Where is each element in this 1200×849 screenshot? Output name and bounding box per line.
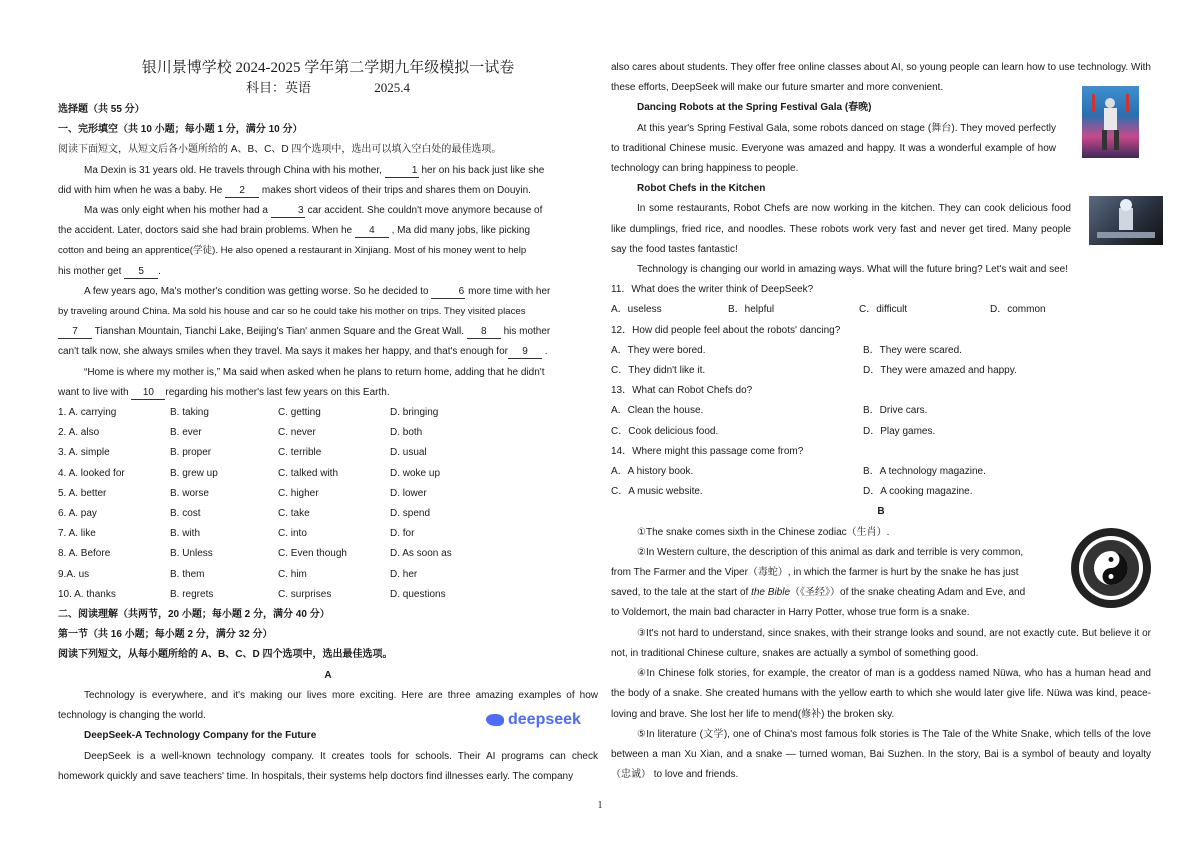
cloze-paragraph: [58, 221, 598, 241]
option-choice[interactable]: B. grew up: [170, 467, 218, 479]
option-choice[interactable]: C. surprises: [278, 588, 332, 600]
bible-title: the Bible: [751, 587, 791, 599]
right-column: [611, 58, 1151, 785]
blank-10: 10: [131, 387, 165, 400]
q12-option-b[interactable]: B．They were scared.: [863, 344, 962, 356]
option-choice[interactable]: 7. A. like: [58, 528, 96, 540]
q11-option-b[interactable]: B．helpful: [728, 304, 775, 316]
q12-option-c[interactable]: C．They didn't like it.: [611, 365, 706, 377]
cloze-paragraph: [58, 181, 598, 201]
blank-6: 6: [431, 286, 465, 299]
reading-instructions: 阅读下列短文，从每小题所给的 A、B、C、D 四个选项中，选出最佳选项。: [58, 649, 393, 661]
cloze-paragraph: cotton and being an apprentice(学徒). He also opened a restaurant in Xinjiang. Most of his money went to help: [58, 245, 527, 257]
deepseek-logo: [486, 711, 581, 729]
subject-label: 科目：英语: [245, 80, 311, 95]
robot-chef-photo: [1089, 196, 1163, 245]
q14-option-b[interactable]: B．A technology magazine.: [863, 466, 986, 478]
cloze-options: [58, 403, 598, 605]
cloze-paragraph: [58, 322, 598, 342]
q13-option-d[interactable]: D．Play games.: [863, 425, 936, 437]
passage-b-p2: to Voldemort, the main bad character in Harry Potter, whose true form is a snake.: [611, 607, 970, 619]
cloze-paragraph: [58, 282, 598, 302]
logo-text: deepseek: [508, 711, 581, 728]
option-choice[interactable]: C. into: [278, 528, 307, 540]
option-choice[interactable]: B. cost: [170, 508, 201, 520]
blank-2: 2: [225, 185, 259, 198]
q14-options: [611, 462, 1151, 502]
q11-option-d[interactable]: D．common: [990, 304, 1046, 316]
chefs-title: Robot Chefs in the Kitchen: [637, 183, 766, 195]
option-choice[interactable]: 1. A. carrying: [58, 407, 117, 419]
blank-8: 8: [467, 326, 501, 339]
exam-date: 2025.4: [374, 80, 410, 95]
text: regarding his mother's last few years on this Earth.: [165, 386, 390, 398]
text: .: [158, 265, 161, 277]
option-choice[interactable]: C. talked with: [278, 467, 339, 479]
passage-a-intro: Technology is everywhere, and it's making our lives more exciting. Here are three amazing examples of how technology is changing the world.: [58, 689, 598, 722]
passage-b-p2: ②In Western culture, the description of this animal as dark and terrible is very common,: [637, 546, 1024, 558]
blank-1: 1: [385, 165, 419, 178]
option-choice[interactable]: B. worse: [170, 487, 209, 499]
cloze-paragraph: [58, 201, 598, 221]
option-choice[interactable]: D. both: [390, 427, 423, 439]
option-choice[interactable]: B. proper: [170, 447, 212, 459]
option-choice[interactable]: 4. A. looked for: [58, 467, 125, 479]
q12-option-d[interactable]: D．They were amazed and happy.: [863, 365, 1017, 377]
exam-title: 银川景博学校 2024-2025 学年第二学期九年级模拟一试卷: [141, 60, 515, 76]
cloze-paragraph: [58, 342, 598, 362]
question-12: 12．How did people feel about the robots' dancing?: [611, 324, 841, 336]
option-row: [58, 403, 598, 423]
option-choice[interactable]: 3. A. simple: [58, 447, 110, 459]
deepseek-text-cont: also cares about students. They offer free online classes about AI, so young people can learn how to use technology. With these efforts, DeepSeek will make our future smarter and more convenient.: [611, 62, 1151, 94]
option-choice[interactable]: C. take: [278, 508, 310, 520]
text: want to live with: [58, 386, 129, 398]
text: A few years ago, Ma's mother's condition was getting worse. So he decided to: [84, 285, 429, 297]
cloze-paragraph: “Home is where my mother is,” Ma said when asked when he plans to return home, adding that he didn't: [84, 366, 545, 378]
q12-options: [611, 341, 1151, 381]
option-choice[interactable]: D. usual: [390, 447, 427, 459]
dancing-robots-photo: [1082, 86, 1139, 158]
cloze-instructions: 阅读下面短文，从短文后各小题所给的 A、B、C、D 四个选项中，选出可以填入空白处的最佳选项。: [58, 144, 502, 156]
option-choice[interactable]: 6. A. pay: [58, 508, 97, 520]
passage-b-label: B: [877, 506, 885, 518]
text: .: [544, 346, 548, 358]
blank-4: 4: [355, 225, 389, 238]
option-row: [58, 443, 598, 463]
passage-b-p3: ③It's not hard to understand, since snakes, with their strange looks and sound, are not exactly cute. But believe it or not, in traditional Chinese culture, snakes are actually a symbol of something good.: [611, 627, 1151, 659]
whale-icon: [486, 714, 504, 726]
option-choice[interactable]: D. for: [390, 528, 415, 540]
reading-section-title: 二、阅读理解（共两节，20 小题；每小题 2 分，满分 40 分）: [58, 609, 330, 621]
cloze-paragraph: [58, 262, 598, 282]
option-choice[interactable]: B. them: [170, 568, 205, 580]
cloze-paragraph: [58, 383, 598, 403]
blank-3: 3: [271, 205, 305, 218]
text: his mother: [503, 326, 551, 338]
text: did with him when he was a baby. He: [58, 184, 223, 196]
question-13: 13．What can Robot Chefs do?: [611, 385, 753, 397]
q11-option-a[interactable]: A．useless: [611, 304, 662, 316]
deepseek-title: DeepSeek-A Technology Company for the Future: [84, 730, 317, 742]
text: , Ma did many jobs, like picking: [391, 225, 531, 237]
text: more time with her: [468, 285, 551, 297]
q13-option-a[interactable]: A．Clean the house.: [611, 405, 704, 417]
option-choice[interactable]: B. ever: [170, 427, 202, 439]
exam-subtitle: [58, 78, 598, 98]
option-choice[interactable]: D. As soon as: [390, 548, 452, 560]
robots-text: At this year's Spring Festival Gala, some robots danced on stage (舞台). They moved perfectly to traditional Chinese music. Everyone was amazed and happy. It was a wonderful example of how technology can bring happiness to people.: [611, 122, 1056, 175]
option-choice[interactable]: C. terrible: [278, 447, 322, 459]
robot-arm-icon: [1089, 196, 1163, 245]
passage-b-p5: ⑤In literature (文学), one of China's most famous folk stories is The Tale of the White Snake, which tells of the love between a man Xu Xian, and a snake — turned woman, Bai Suzhen. In the story, Bai is a symbol of beauty and loyalty（忠诚） to love and friends.: [611, 728, 1151, 781]
text: Ma Dexin is 31 years old. He travels through China with his mother,: [84, 164, 382, 176]
option-row: [58, 524, 598, 544]
option-row: [58, 423, 598, 443]
text: can't talk now, she always smiles when they travel. Ma says it makes her happy, and that's enough for: [58, 346, 508, 358]
option-row: [58, 464, 598, 484]
cloze-paragraph: [58, 161, 598, 181]
question-14: 14．Where might this passage come from?: [611, 445, 804, 457]
option-row: [58, 565, 598, 585]
q14-option-a[interactable]: A．A history book.: [611, 466, 694, 478]
option-choice[interactable]: D. questions: [390, 588, 446, 600]
q13-option-b[interactable]: B．Drive cars.: [863, 405, 928, 417]
option-choice[interactable]: D. bringing: [390, 407, 439, 419]
text: Ma was only eight when his mother had a: [84, 205, 268, 217]
option-choice[interactable]: 8. A. Before: [58, 548, 111, 560]
option-choice[interactable]: B. with: [170, 528, 201, 540]
q12-option-a[interactable]: A．They were bored.: [611, 344, 706, 356]
option-row: [58, 585, 598, 605]
text: car accident. She couldn't move anymore because of: [307, 205, 543, 217]
q13-option-c[interactable]: C．Cook delicious food.: [611, 425, 719, 437]
option-choice[interactable]: 2. A. also: [58, 427, 100, 439]
text: her on his back just like she: [421, 164, 545, 176]
option-choice[interactable]: 10. A. thanks: [58, 588, 116, 600]
passage-b-p2: from The Farmer and the Viper（毒蛇）, in which the farmer is hurt by the snake he has just: [611, 567, 1019, 579]
q14-option-d[interactable]: D．A cooking magazine.: [863, 486, 973, 498]
text: makes short videos of their trips and shares them on Douyin.: [261, 184, 531, 196]
closing-text: Technology is changing our world in amazing ways. What will the future bring? Let's wait and see!: [637, 264, 1069, 276]
cloze-section-title: 一、完形填空（共 10 小题；每小题 1 分，满分 10 分）: [58, 124, 303, 136]
option-row: [58, 484, 598, 504]
reading-sub-title: 第一节（共 16 小题；每小题 2 分，满分 32 分）: [58, 629, 273, 641]
blank-7: 7: [58, 326, 92, 339]
option-choice[interactable]: C. higher: [278, 487, 319, 499]
blank-9: 9: [508, 346, 542, 359]
option-choice[interactable]: C. never: [278, 427, 316, 439]
chefs-text: In some restaurants, Robot Chefs are now working in the kitchen. They can cook delicious food like dumplings, fried rice, and noodles. These robots work very fast and never get tired. Many people say the food tastes fantastic!: [611, 203, 1071, 255]
option-choice[interactable]: C. getting: [278, 407, 321, 419]
option-choice[interactable]: D. spend: [390, 508, 431, 520]
option-choice[interactable]: C. him: [278, 568, 307, 580]
cloze-paragraph: by traveling around China. Ma sold his house and car so he could take his mother on trips. They visited places: [58, 306, 526, 318]
zodiac-wheel-icon: [1070, 527, 1152, 609]
q14-option-c[interactable]: C．A music website.: [611, 486, 703, 498]
text: saved, to the tale at the start of: [611, 587, 749, 599]
option-choice[interactable]: B. regrets: [170, 588, 214, 600]
blank-5: 5: [124, 266, 158, 279]
q11-option-c[interactable]: C．difficult: [859, 304, 908, 316]
text: Tianshan Mountain, Tianchi Lake, Beijing's Tian' anmen Square and the Great Wall.: [94, 326, 465, 338]
passage-a-label: A: [324, 669, 332, 681]
text: his mother get: [58, 265, 122, 277]
text: the accident. Later, doctors said she had brain problems. When he: [58, 225, 353, 237]
part-heading: 选择题（共 55 分）: [58, 104, 145, 115]
q11-options: [611, 300, 1151, 320]
option-choice[interactable]: B. taking: [170, 407, 209, 419]
option-choice[interactable]: D. lower: [390, 487, 427, 499]
passage-b-p4: ④In Chinese folk stories, for example, the creator of man is a goddess named Nüwa, who has a human head and the body of a snake. She created humans with the yellow earth to which she would later give life. Nüwa was kind, peace-loving and brave. She lost her life to mend(修补) the broken sky.: [611, 668, 1151, 720]
option-row: [58, 544, 598, 564]
text: （《圣经》）of the snake cheating Adam and Eve, and: [790, 587, 1026, 599]
option-choice[interactable]: B. Unless: [170, 548, 213, 560]
page-number: 1: [597, 800, 603, 811]
deepseek-text: DeepSeek is a well-known technology company. It creates tools for schools. Their AI programs can check homework quickly and save teachers' time. In hospitals, their systems help doctors find illnesses early. The company: [58, 750, 598, 782]
option-choice[interactable]: 9.A. us: [58, 568, 90, 580]
option-choice[interactable]: C. Even though: [278, 548, 347, 560]
option-choice[interactable]: 5. A. better: [58, 487, 107, 499]
option-choice[interactable]: D. her: [390, 568, 418, 580]
left-column: [58, 58, 598, 787]
robots-title: Dancing Robots at the Spring Festival Gala (春晚): [637, 102, 872, 114]
option-row: [58, 504, 598, 524]
passage-b-p1: ①The snake comes sixth in the Chinese zodiac（生肖）.: [637, 526, 890, 538]
option-choice[interactable]: D. woke up: [390, 467, 441, 479]
robot-figure-icon: [1082, 86, 1139, 158]
q13-options: [611, 401, 1151, 441]
chinese-zodiac-wheel: [1070, 527, 1152, 609]
question-11: 11．What does the writer think of DeepSeek?: [611, 284, 814, 296]
